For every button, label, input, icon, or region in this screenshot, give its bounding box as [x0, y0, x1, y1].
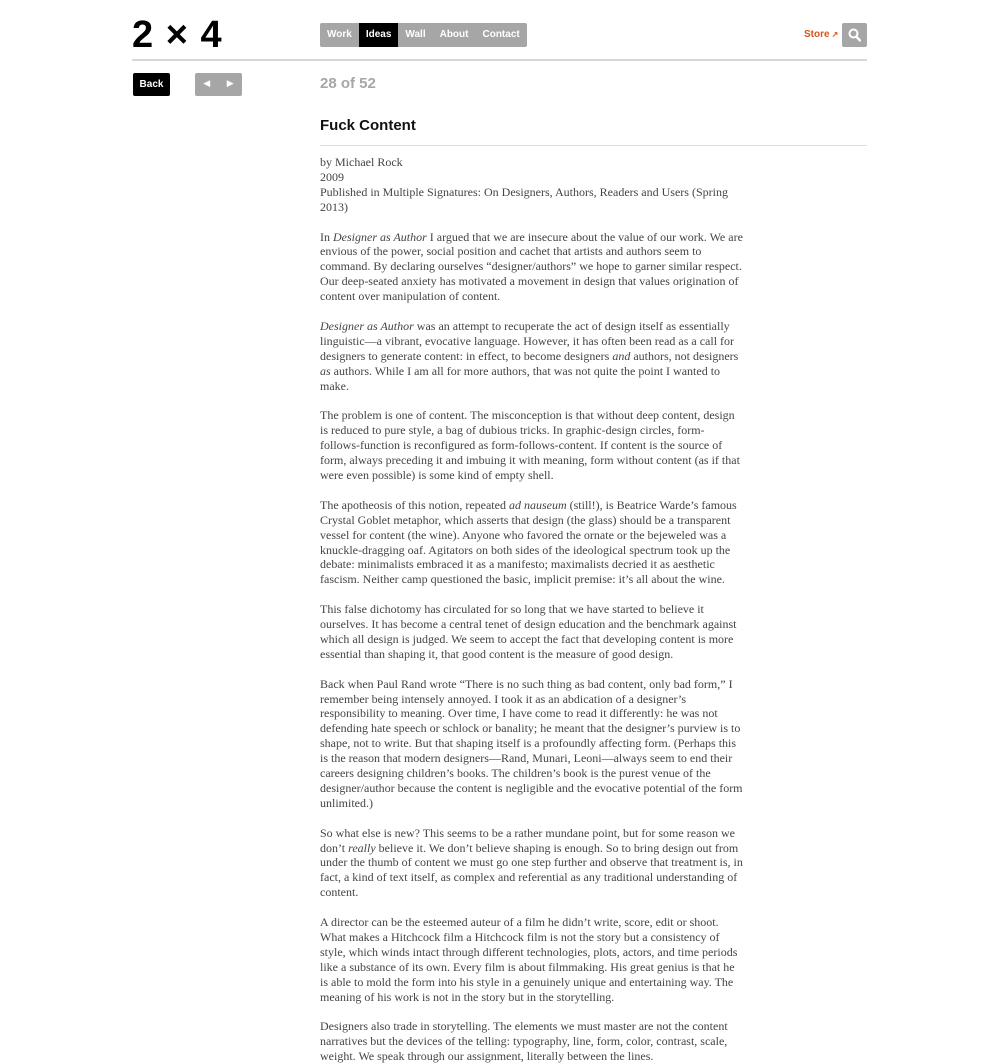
nav-item-work[interactable]: Work	[327, 29, 352, 40]
header-divider	[132, 59, 867, 61]
article-paragraph	[320, 408, 744, 483]
italic-text: and	[612, 348, 631, 363]
triangle-left-icon: ◀	[203, 79, 211, 89]
article-paragraphs	[320, 230, 744, 1064]
article-title: Fuck Content	[320, 117, 416, 134]
page-counter: 28 of 52	[320, 75, 376, 92]
nav-item-about[interactable]: About	[439, 29, 469, 40]
article-body	[320, 155, 744, 1064]
search-icon	[848, 28, 861, 42]
prev-button[interactable]	[195, 73, 219, 96]
paragraph-text: Designers also trade in storytelling. The elements we must master are not the content narratives but the devices of the telling: typography, line, form, color, contrast, scale, weight. We speak through our assignment, literally between the lines.	[320, 1019, 728, 1064]
back-button[interactable]: Back	[133, 73, 170, 96]
paragraph-text: authors, not designers	[630, 348, 739, 363]
paragraph-text: (still!), is Beatrice Warde’s famous Crystal Goblet metaphor, which asserts that design (the glass) should be a transparent vessel for content (the wine). Anyone who favored the ornate or the bejeweled was a knuckle-dragging oaf. Agitators on both sides of the ideological spectrum took up the debate: minimalists embraced it as a manifesto; maximalists decried it as aesthetic fascism. Neither camp questioned the basic, implicit premise: it’s all about the wine.	[320, 497, 737, 587]
paragraph-text: This false dichotomy has circulated for so long that we have started to believe it ourselves. It has become a central tenet of design education and the benchmark against which all design is judged. We seem to accept the fact that developing content is more essential than shaping it, that good content is the measure of good design.	[320, 602, 737, 661]
article-author: by Michael Rock	[320, 155, 403, 169]
paragraph-text: A director can be the esteemed auteur of a film he didn’t write, score, edit or shoot. What makes a Hitchcock film a Hitchcock film is not the story but a consistency of style, which winds intact through different technologies, plots, actors, and time periods like a substance of its own. Every film is about filmmaking. His great genius is that he is able to mold the form into his style in a genuinely unique and entertaining way. The meaning of his work is not in the story but in the storytelling.	[320, 915, 738, 1004]
paragraph-text: Back when Paul Rand wrote “There is no such thing as bad content, only bad form,” I remember being intensely annoyed. I took it as an abdication of a designer’s responsibility to meaning. Over time, I have come to read it differently: he was not defending hate speech or schlock or banality; he meant that the designer’s purview is to shape, not to write. But that shaping itself is a profoundly affecting form. (Perhaps this is the reason that modern designers—Rand, Munari, Leoni—always seem to end their careers designing children’s books. The children’s book is the purest venue of the designer/author because the content is negligible and the evocative potential of the form unlimited.)	[320, 676, 743, 810]
article-paragraph	[320, 319, 744, 394]
pager	[195, 73, 242, 96]
italic-text: Designer as Author	[320, 318, 414, 333]
external-arrow-icon: ↗	[831, 30, 839, 39]
article-meta	[320, 155, 744, 215]
title-divider	[320, 145, 867, 146]
article-paragraph	[320, 498, 744, 587]
triangle-right-icon: ▶	[226, 79, 234, 89]
article-paragraph	[320, 230, 744, 305]
store-link[interactable]	[804, 29, 838, 40]
article-paragraph	[320, 677, 744, 811]
article-paragraph	[320, 915, 744, 1004]
main-nav	[320, 23, 527, 47]
article-paragraph	[320, 602, 744, 662]
italic-text: Designer as Author	[333, 229, 427, 244]
next-button[interactable]	[219, 73, 243, 96]
paragraph-text: The apotheosis of this notion, repeated	[320, 497, 509, 512]
paragraph-text: was an attempt to recuperate the act of design itself as essentially linguistic—a vibrant, evocative language. However, it has often been read as a call for designers to generate content: in effect, to become designers	[320, 318, 735, 363]
paragraph-text: So what else is new? This seems to be a rather mundane point, but for some reason we don’t	[320, 825, 736, 855]
article-paragraph	[320, 826, 744, 901]
paragraph-text: In	[320, 229, 333, 244]
nav-item-wall[interactable]: Wall	[405, 29, 426, 40]
italic-text: ad nauseum	[508, 497, 567, 512]
paragraph-text: believe it. We don’t believe shaping is enough. So to bring design out from under the thumb of content we must go one step further and observe that treatment is, in fact, a kind of text itself, as complex and referential as any traditional understanding of content.	[320, 840, 743, 900]
store-label: Store	[804, 29, 830, 40]
article-publication: Published in Multiple Signatures: On Designers, Authors, Readers and Users (Spring 2013)	[320, 184, 728, 214]
article-paragraph	[320, 1019, 744, 1064]
italic-text: as	[320, 363, 331, 378]
italic-text: really	[348, 840, 376, 855]
article-year: 2009	[320, 169, 344, 184]
nav-item-ideas[interactable]: Ideas	[359, 23, 399, 47]
paragraph-text: I argued that we are insecure about the value of our work. We are envious of the power, social position and cachet that artists and authors seem to command. By declaring ourselves “designer/authors” we hope to garner similar respect. Our deep-seated anxiety has motivated a movement in design that values origination of content over manipulation of content.	[320, 229, 743, 304]
nav-item-contact[interactable]: Contact	[482, 29, 520, 40]
site-logo[interactable]: 2 × 4	[132, 14, 223, 56]
search-button[interactable]	[842, 23, 867, 47]
paragraph-text: The problem is one of content. The misconception is that without deep content, design is reduced to pure style, a bag of dubious tricks. In graphic-design circles, form-follows-function is reconfigured as form-follows-content. If content is the source of form, always preceding it and imbuing it with meaning, form without content (as if that were even possible) is some kind of empty shell.	[320, 408, 740, 482]
paragraph-text: authors. While I am all for more authors, that was not quite the point I wanted to make.	[320, 363, 721, 393]
